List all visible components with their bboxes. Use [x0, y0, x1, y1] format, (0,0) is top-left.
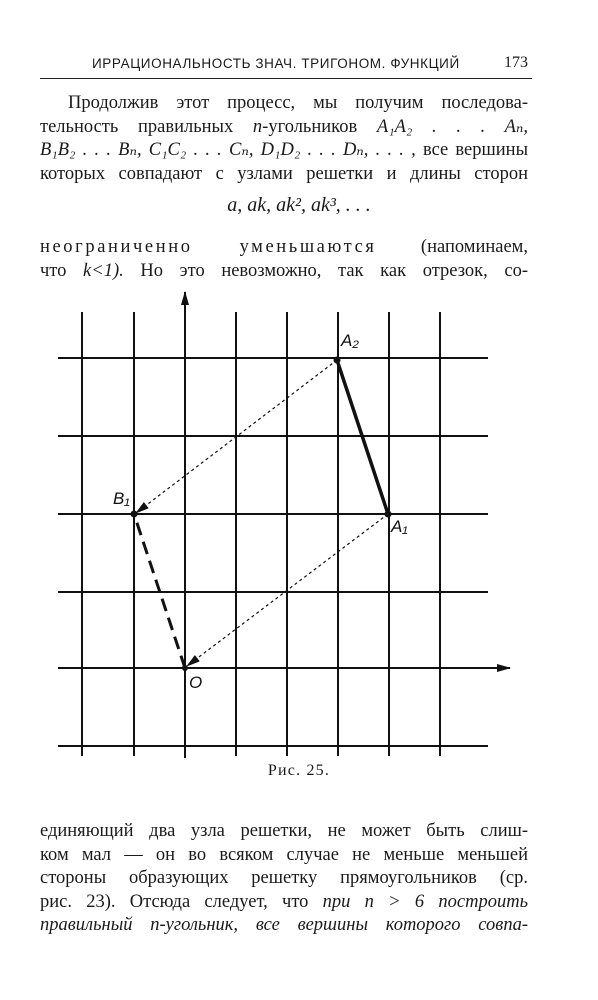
- running-head: [40, 52, 532, 79]
- grid-horizontal-lines: [58, 358, 488, 746]
- point-a2: [334, 357, 341, 364]
- paragraph-2: [40, 236, 528, 283]
- paragraph-2-line-2: [40, 260, 528, 284]
- point-b1: [131, 511, 138, 518]
- label-b1: B₁: [113, 489, 130, 508]
- point-o: [182, 665, 188, 671]
- paragraph-2-line-2-pre: что: [40, 260, 67, 281]
- lattice-figure: [0, 288, 598, 758]
- running-head-title: ИРРАЦИОНАЛЬНОСТЬ ЗНАЧ. ТРИГОНОМ. ФУНКЦИЙ: [92, 56, 460, 71]
- display-formula: a, ak, ak², ak³, . . .: [227, 194, 371, 216]
- paragraph-3: [40, 820, 528, 938]
- paragraph-1-line-3-tail: все вершины: [422, 140, 528, 160]
- paragraph-3-line-1: единяющий два узла решетки, не может быть слиш-: [40, 821, 528, 841]
- n-symbol: n: [252, 116, 263, 137]
- page-number: 173: [504, 54, 528, 71]
- sequence-a: A₁A₂ . . . Aₙ,: [376, 116, 528, 137]
- paragraph-2-line-1: [40, 236, 528, 260]
- paragraph-3-line-5: [40, 914, 528, 938]
- paragraph-1: [40, 92, 528, 186]
- label-a2: A₂: [341, 331, 359, 350]
- paragraph-1-line-2-prefix: тельность правильных: [40, 116, 234, 137]
- paragraph-1-line-2-mid: -угольников: [262, 116, 358, 137]
- paragraph-3-line-4-pre: рис. 23). Отсюда следует, что: [40, 891, 309, 912]
- paragraph-3-line-5-italic: правильный n-угольник, все вершины которого совпа-: [40, 915, 528, 935]
- paragraph-1-line-1: Продолжив этот процесс, мы получим последова-: [68, 93, 528, 113]
- label-a1: A₁: [391, 517, 408, 536]
- spaced-emphasis: неограниченно уменьшаются: [40, 237, 377, 257]
- paragraph-3-line-4-italic: при n > 6 построить: [322, 891, 528, 912]
- paragraph-3-line-4: [40, 891, 528, 915]
- paragraph-2-line-2-tail: Но это невозможно, так как отрезок, со-: [140, 260, 529, 281]
- paragraph-1-line-3: [40, 139, 528, 163]
- sequences-bcd: B₁B₂ . . . Bₙ, C₁C₂ . . . Cₙ, D₁D₂ . . . Dₙ, . . . ,: [40, 140, 416, 160]
- grid-vertical-lines: [82, 312, 440, 756]
- paragraph-3-line-3: стороны образующих решетку прямоугольников (ср.: [40, 868, 528, 888]
- paragraph-1-line-4: которых совпадают с узлами решетки и длины сторон: [40, 163, 528, 184]
- label-o: O: [189, 673, 203, 692]
- paragraph-2-line-1-tail: (напоминаем,: [420, 237, 529, 257]
- k-inequality: k<1).: [83, 260, 124, 281]
- figure-caption: Рис. 25.: [267, 762, 331, 779]
- paragraph-1-line-2: [40, 116, 528, 140]
- paragraph-3-line-2: ком мал — он во всяком случае не меньше меньшей: [40, 844, 528, 865]
